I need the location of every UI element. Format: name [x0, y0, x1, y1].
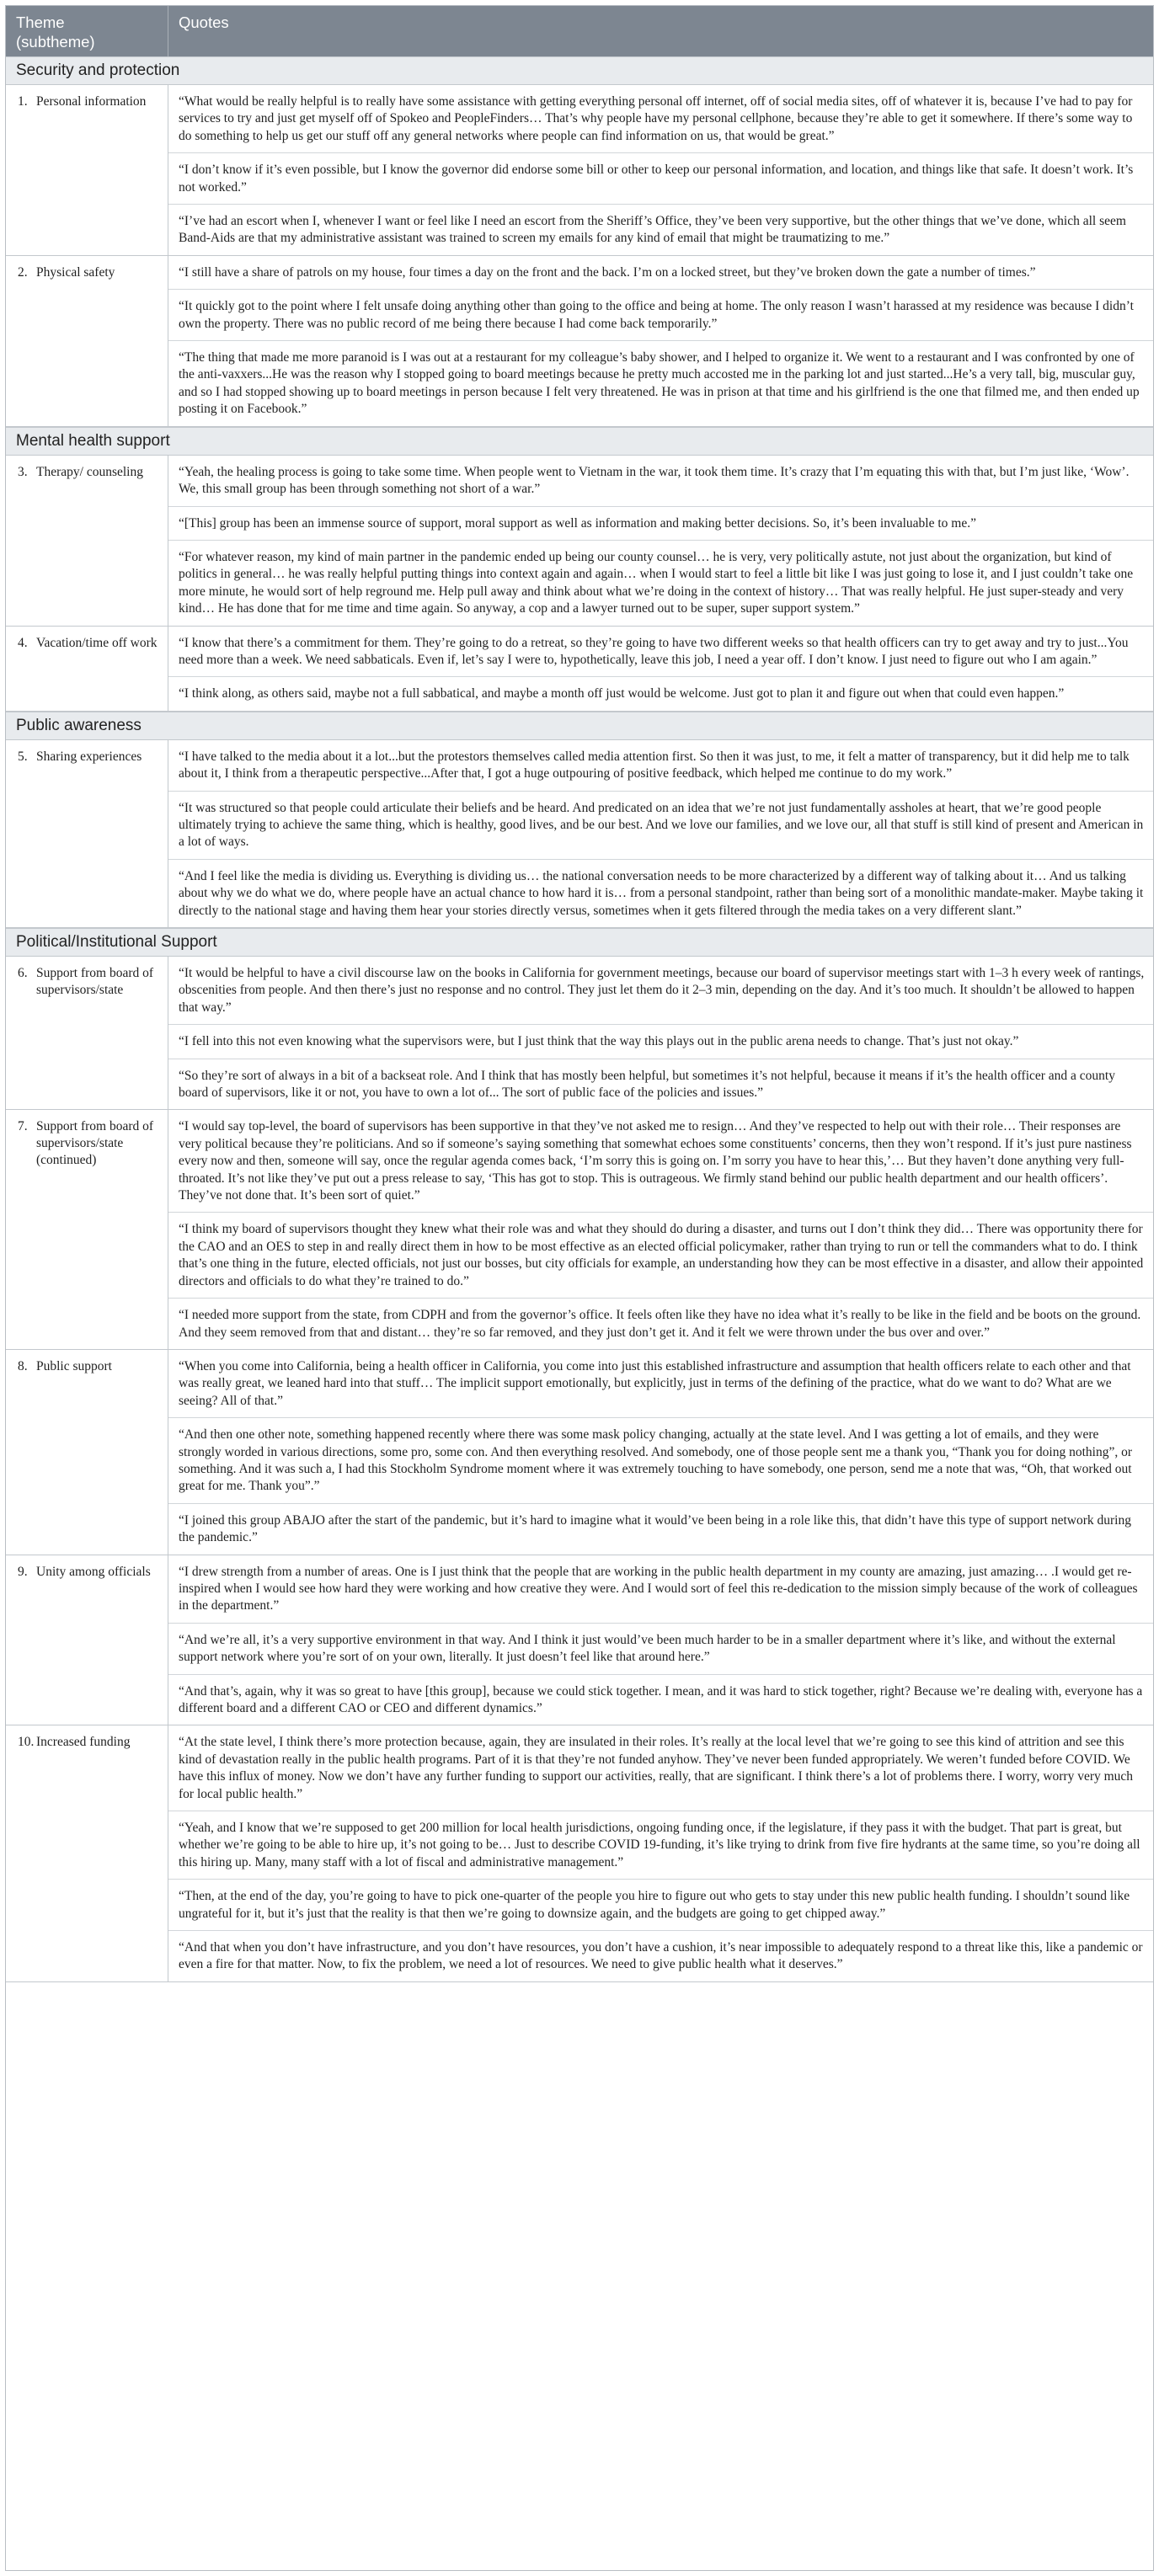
- theme-column-header: Theme (subtheme): [6, 6, 168, 56]
- quotes-cell: [168, 627, 1153, 711]
- quote-text: “I think my board of supervisors thought they knew what their role was and what they should do during a disaster, and turns out I don’t think they did… There was opportunity there for the CAO and an OES to step in and really direct them in how to be most effective as an elected official policymaker, rather than trying to run or tell the commanders what to do. I think that’s one thing in the future, elected officials, not just our bosses, but city officials for example, an understanding how they can be most effective in a disaster, and allow their appointed directors and officials to do what they’re trained to do.”: [168, 1213, 1153, 1299]
- quote-text: “I would say top-level, the board of supervisors has been supportive in that they’ve not asked me to resign… And they’ve respected to help out with their role… Their responses are very political because they’re politicians. And so if someone’s saying something that somewhat echoes some constituents’ concerns, then they won’t respond. If it’s just pure nastiness every now and then, someone will say, once the regular agenda comes back, ‘I’m sorry this is going on. I’m sorry you have to hear this,’… But they haven’t done anything very full-throated. It’s not like they’ve put out a press release to say, ‘This has got to stop. This is outrageous. We firmly stand behind our public health department and our health officers’. They’ve not done that. It’s been sort of quiet.”: [168, 1110, 1153, 1213]
- quote-text: “I drew strength from a number of areas. One is I just think that the people that are working in the public health department in my county are amazing, just amazing… .I would get re-inspired when I would see how hard they were working and how creative they were. And I would sort of feel this re-dedication to the mission simply because of the work of colleagues in the department.”: [168, 1555, 1153, 1624]
- table-header-row: [6, 6, 1153, 56]
- quote-text: “And that when you don’t have infrastructure, and you don’t have resources, you don’t have a cushion, it’s near impossible to adequately respond to a threat like this, like a pandemic or even a fire for that matter. Now, to fix the problem, we need a lot of resources. We need to give public health what it deserves.”: [179, 1940, 1143, 1972]
- quote-text: “I joined this group ABAJO after the start of the pandemic, but it’s hard to imagine what it would’ve been being in a role like this, that didn’t have this type of support network during the pandemic.”: [179, 1512, 1131, 1545]
- theme-row: [6, 456, 1153, 627]
- theme-row: [6, 627, 1153, 712]
- theme-row: [6, 1725, 1153, 1981]
- theme-label: [6, 627, 168, 711]
- table-body: [6, 56, 1153, 1982]
- quote-text: “I’ve had an escort when I, whenever I want or feel like I need an escort from the Sheriff’s Office, they’ve been very supportive, but the other things that we’ve done, which all seem Band-Aids are that my administrative assistant was trained to screen my emails for any kind of email that might be traumatizing to me.”: [179, 214, 1126, 246]
- quote-text: “Yeah, the healing process is going to take some time. When people went to Vietnam in the war, it took them time. It’s crazy that I’m equating this with that, but I’m just like, ‘Wow’. We, this small group has been through something not short of a war.”: [168, 456, 1153, 507]
- theme-label: [6, 1555, 168, 1725]
- section-header: Security and protection: [6, 56, 1153, 85]
- quotes-cell: [168, 1555, 1153, 1725]
- theme-row: [6, 1350, 1153, 1555]
- theme-name: Vacation/time off work: [36, 635, 158, 650]
- theme-label: [6, 957, 168, 1109]
- theme-row: [6, 957, 1153, 1110]
- quote-text: “What would be really helpful is to really have some assistance with getting everything personal off internet, off of social media sites, off of whatever it is, because I’ve had to pay for services to try and just get myself off of Spokeo and PeopleFinders… That’s why people have my personal cellphone, because they’re able to get it somewhere. If there’s some way to do something to help us get our stuff off any general networks where people can find information on us, that would be great.”: [168, 85, 1153, 153]
- quote-text: “And I feel like the media is dividing us. Everything is dividing us… the national conversation needs to be more characterized by a different way of talking about it… And us talking about why we do what we do, where people have an actual chance to how hard it is… from a personal standpoint, rather than being sort of a monolithic mandate-maker. Maybe taking it directly to the national stage and having them hear your stories directly versus, sometimes when it gets filtered through the media takes on a very different slant.”: [179, 868, 1144, 918]
- section-header: Political/Institutional Support: [6, 928, 1153, 957]
- theme-number: 1.: [18, 94, 28, 109]
- quote-text: “[This] group has been an immense source of support, moral support as well as information and making better decisions. So, it’s been invaluable to me.”: [168, 507, 1153, 541]
- quotes-cell: [168, 456, 1153, 626]
- quotes-table: [5, 5, 1154, 2571]
- quote-text: “Then, at the end of the day, you’re going to have to pick one-quarter of the people you hire to figure out who gets to stay under this new public health funding. I shouldn’t sound like ungrateful for it, but it’s just that the reality is that then we’re going to downsize again, and the budgets are going to get chipped away.”: [168, 1880, 1153, 1931]
- theme-label: [6, 1725, 168, 1981]
- quote-text: “At the state level, I think there’s more protection because, again, they are insulated in their roles. It’s really at the local level that we’re going to see this kind of attrition and see this kind of devastation really in the public health programs. Part of it is that they’re not funded anyhow. They’ve never been funded appropriately. We weren’t funded before COVID. We have this influx of money. Now we don’t have any further funding to support our activities, really, that are significant. I think there’s a lot of problems there. I worry, worry very much for local public health.”: [168, 1725, 1153, 1811]
- quotes-cell: [168, 85, 1153, 255]
- quote-text: “The thing that made me more paranoid is I was out at a restaurant for my colleague’s baby shower, and I helped to organize it. We went to a restaurant and I was confronted by one of the anti-vaxxers...He was the reason why I stopped going to board meetings because he pretty much accosted me in the parking lot and just started...He’s a very tall, big, muscular guy, and so I had stopped showing up to board meetings in person because I felt very threatened. He was in prison at that time and his girlfriend is the one that filmed me, and then ended up posting it on Facebook.”: [179, 350, 1140, 417]
- quote-text: “I know that there’s a commitment for them. They’re going to do a retreat, so they’re going to have two different weeks so that health officers can try to get away and try to just...You need more than a week. We need sabbaticals. Even if, let’s say I were to, hypothetically, leave this job, I need a year off. I don’t know. I just need to figure out who I am again.”: [168, 627, 1153, 678]
- theme-name: Sharing experiences: [36, 749, 142, 764]
- quote-text: “It quickly got to the point where I felt unsafe doing anything other than going to the office and being at home. The only reason I wasn’t harassed at my residence was because I didn’t own the property. There was no public record of me being there because I had come back temporarily.”: [168, 290, 1153, 341]
- theme-row: [6, 740, 1153, 928]
- quotes-cell: [168, 1110, 1153, 1348]
- quotes-cell: [168, 1350, 1153, 1555]
- quote-text: “When you come into California, being a health officer in California, you come into just this established infrastructure and assumption that health officers relate to each other and that was really great, we leaned hard into that stuff… The implicit support emotionally, but explicitly, just in terms of the defining of the practice, what do we want to do? What are we seeing? All of that.”: [168, 1350, 1153, 1418]
- theme-name: Public support: [36, 1358, 112, 1373]
- theme-row: [6, 1555, 1153, 1726]
- quotes-cell: [168, 957, 1153, 1109]
- quote-text: “And we’re all, it’s a very supportive environment in that way. And I think it just would’ve been much harder to be in a smaller department where it’s like, and without the external support network where you’re sort of on your own, literally. It just doesn’t feel like that around here.”: [168, 1624, 1153, 1675]
- quote-text: “I needed more support from the state, from CDPH and from the governor’s office. It feels often like they have no idea what it’s really to be like in the field and be boots on the ground. And they seem removed from that and distant… they’re so far removed, and they just don’t get it. And it felt we were thrown under the bus over and over.”: [179, 1308, 1141, 1340]
- theme-number: 3.: [18, 464, 28, 479]
- theme-number: 10.: [18, 1735, 35, 1750]
- quote-text: “I don’t know if it’s even possible, but I know the governor did endorse some bill or other to keep our personal information, and location, and things like that safe. It doesn’t work. It’s not worked.”: [168, 153, 1153, 205]
- quotes-column-header: Quotes: [179, 13, 229, 31]
- quotes-cell: [168, 256, 1153, 426]
- theme-name: Support from board of supervisors/state: [36, 966, 154, 997]
- quotes-cell: [168, 1725, 1153, 1981]
- quote-text: “It would be helpful to have a civil discourse law on the books in California for government meetings, because our board of supervisor meetings start with 1–3 h every week of rantings, obscenities from people. And then there’s just no response and no control. They just let them do it 2–3 min, depending on the day. And it’s too much. It shouldn’t be allowed to happen that way.”: [168, 957, 1153, 1025]
- theme-name: Physical safety: [36, 264, 115, 280]
- section-header: Public awareness: [6, 712, 1153, 740]
- theme-name: Increased funding: [36, 1735, 131, 1750]
- quote-text: “I think along, as others said, maybe not a full sabbatical, and maybe a month off just would be welcome. Just got to plan it and figure out when that could even happen.”: [179, 686, 1065, 701]
- theme-label: [6, 1110, 168, 1348]
- theme-number: 4.: [18, 635, 28, 650]
- section-header: Mental health support: [6, 427, 1153, 456]
- theme-row: [6, 256, 1153, 427]
- theme-number: 8.: [18, 1358, 28, 1373]
- theme-number: 6.: [18, 966, 28, 980]
- quote-text: “For whatever reason, my kind of main partner in the pandemic ended up being our county counsel… he is very, very politically astute, not just about the organization, but kind of politics in general… he was really helpful putting things into context again and again… when I would start to feel a little bit like I was just going to lose it, and I just couldn’t take one more minute, he would sort of help reground me. Help pull away and think about what we’re doing in the context of history… That was really helpful. He just super-steady and very kind… He has done that for me time and time again. So anyway, a cop and a lawyer turned out to be super, super support system.”: [179, 549, 1134, 616]
- theme-row: [6, 1110, 1153, 1349]
- theme-name: Unity among officials: [36, 1564, 151, 1579]
- theme-label: [6, 85, 168, 255]
- theme-number: 5.: [18, 749, 28, 764]
- theme-name: Support from board of supervisors/state (continued): [36, 1119, 154, 1168]
- quote-text: “So they’re sort of always in a bit of a backseat role. And I think that has mostly been helpful, but sometimes it’s not helpful, because it means if it’s the health officer and a county board of supervisors, like it or not, you have to own a lot of... The sort of public face of the policies and issues.”: [179, 1068, 1115, 1101]
- quote-text: “I still have a share of patrols on my house, four times a day on the front and the back. I’m on a locked street, but they’ve broken down the gate a number of times.”: [168, 256, 1153, 290]
- theme-label: [6, 740, 168, 927]
- quote-text: “And that’s, again, why it was so great to have [this group], because we could stick together. I mean, and it was hard to stick together, right? Because we’re dealing with, everyone has a different board and a different CAO or CEO and different dynamics.”: [179, 1683, 1143, 1715]
- theme-row: [6, 85, 1153, 256]
- theme-name: Therapy/ counseling: [36, 464, 143, 479]
- quote-text: “And then one other note, something happened recently where there was some mask policy changing, actually at the state level. And I was getting a lot of emails, and they were strongly worded in various directions, some pro, some con. And then everything resolved. And somebody, one of those people sent me a thank you, “Thank you for doing nothing”, or something. And it was such a, I had this Stockholm Syndrome moment where it was extremely touching to have somebody, one person, send me a note that was, “Oh, that worked out great for me. Thank you”.”: [168, 1418, 1153, 1504]
- quote-text: “I have talked to the media about it a lot...but the protestors themselves called media attention first. So then it was just, to me, it felt a matter of transparency, but it did help me to talk about it, I think from a therapeutic perspective...After that, I got a huge outpouring of positive feedback, which helped me continue to do my work.”: [168, 740, 1153, 792]
- theme-number: 7.: [18, 1119, 28, 1134]
- theme-name: Personal information: [36, 94, 147, 109]
- theme-number: 9.: [18, 1564, 28, 1579]
- quote-text: “It was structured so that people could articulate their beliefs and be heard. And predicated on an idea that we’re not just fundamentally assholes at heart, that we’re good people ultimately trying to achieve the same thing, which is healthy, good lives, and be our best. And we love our families, and we love our, all that stuff is still kind of present and American in a lot of ways.: [168, 792, 1153, 860]
- theme-label: [6, 456, 168, 626]
- theme-number: 2.: [18, 264, 28, 280]
- quote-text: “I fell into this not even knowing what the supervisors were, but I just think that the way this plays out in the public arena needs to change. That’s just not okay.”: [168, 1025, 1153, 1059]
- quote-text: “Yeah, and I know that we’re supposed to get 200 million for local health jurisdictions, ongoing funding once, if the legislature, if they pass it with the budget. That part is great, but whether we’re going to be able to hire up, it’s not going to be… Just to describe COVID 19-funding, it’s like trying to drink from five fire hydrants at the same time, so you’re doing all this hiring up. Many, many staff with a lot of fiscal and administrative management.”: [168, 1811, 1153, 1880]
- theme-label: [6, 1350, 168, 1555]
- quotes-cell: [168, 740, 1153, 927]
- theme-label: [6, 256, 168, 426]
